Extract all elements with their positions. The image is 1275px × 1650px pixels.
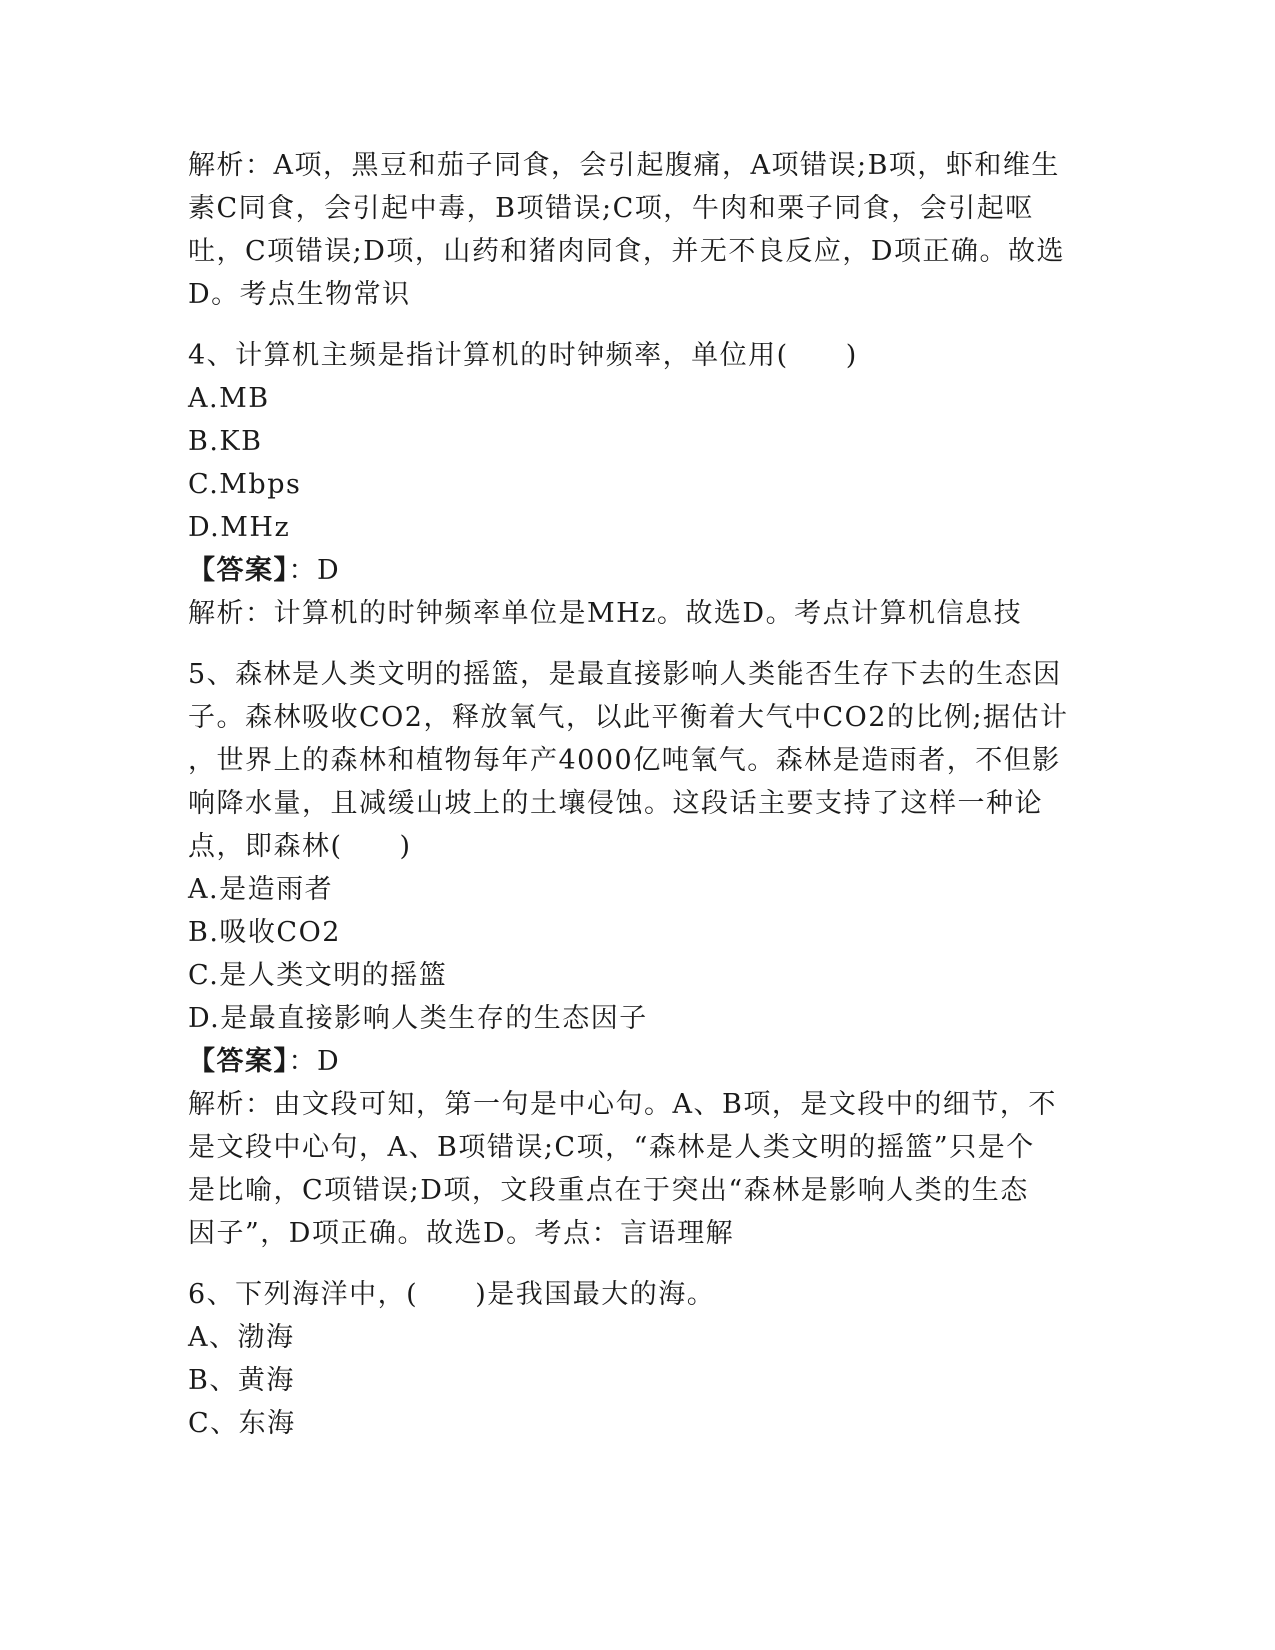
option-b: B.KB — [188, 426, 263, 457]
analysis-line: 吐，C项错误;D项，山药和猪肉同食，并无不良反应，D项正确。故选 — [188, 236, 1066, 267]
question-text: 子。森林吸收CO2，释放氧气，以此平衡着大气中CO2的比例;据估计 — [188, 702, 1069, 733]
analysis-line: 素C同食，会引起中毒，B项错误;C项，牛肉和栗子同食，会引起呕 — [188, 193, 1034, 224]
answer-line — [188, 549, 1088, 592]
option-d: D.是最直接影响人类生存的生态因子 — [188, 1003, 648, 1034]
analysis-line: 解析：由文段可知，第一句是中心句。A、B项，是文段中的细节，不 — [188, 1089, 1057, 1120]
question-4 — [188, 334, 1088, 635]
question-text: 4、计算机主频是指计算机的时钟频率，单位用( ) — [188, 340, 858, 371]
option-a: A.MB — [188, 383, 270, 414]
answer-label: 【答案】 — [188, 1046, 289, 1077]
question-6 — [188, 1273, 1088, 1445]
question-text: 响降水量，且减缓山坡上的土壤侵蚀。这段话主要支持了这样一种论 — [188, 788, 1043, 819]
question-5 — [188, 653, 1088, 1255]
analysis-line: 因子”，D项正确。故选D。考点：言语理解 — [188, 1218, 735, 1249]
question-text: ，世界上的森林和植物每年产4000亿吨氧气。森林是造雨者，不但影 — [188, 745, 1061, 776]
analysis-line: 是文段中心句，A、B项错误;C项，“森林是人类文明的摇篮”只是个 — [188, 1132, 1035, 1163]
question-text: 5、森林是人类文明的摇篮，是最直接影响人类能否生存下去的生态因 — [188, 659, 1062, 690]
analysis-line: D。考点生物常识 — [188, 279, 411, 310]
answer-label: 【答案】 — [188, 555, 289, 586]
analysis-line: 解析：计算机的时钟频率单位是MHz。故选D。考点计算机信息技 — [188, 598, 1023, 629]
option-b: B.吸收CO2 — [188, 917, 341, 948]
analysis-line: 是比喻，C项错误;D项，文段重点在于突出“森林是影响人类的生态 — [188, 1175, 1029, 1206]
option-c: C.Mbps — [188, 469, 302, 500]
option-a: A.是造雨者 — [188, 874, 334, 905]
option-b: B、黄海 — [188, 1365, 295, 1396]
option-c: C、东海 — [188, 1408, 296, 1439]
q3-analysis — [188, 144, 1088, 316]
analysis-line: 解析：A项，黑豆和茄子同食，会引起腹痛，A项错误;B项，虾和维生 — [188, 150, 1060, 181]
answer-line — [188, 1040, 1088, 1083]
option-c: C.是人类文明的摇篮 — [188, 960, 448, 991]
document-page — [188, 144, 1088, 1445]
answer-value: ：D — [288, 555, 341, 586]
option-a: A、渤海 — [188, 1322, 295, 1353]
answer-value: ：D — [288, 1046, 341, 1077]
question-text: 点，即森林( ) — [188, 831, 412, 862]
question-text: 6、下列海洋中，( )是我国最大的海。 — [188, 1279, 716, 1310]
option-d: D.MHz — [188, 512, 291, 543]
